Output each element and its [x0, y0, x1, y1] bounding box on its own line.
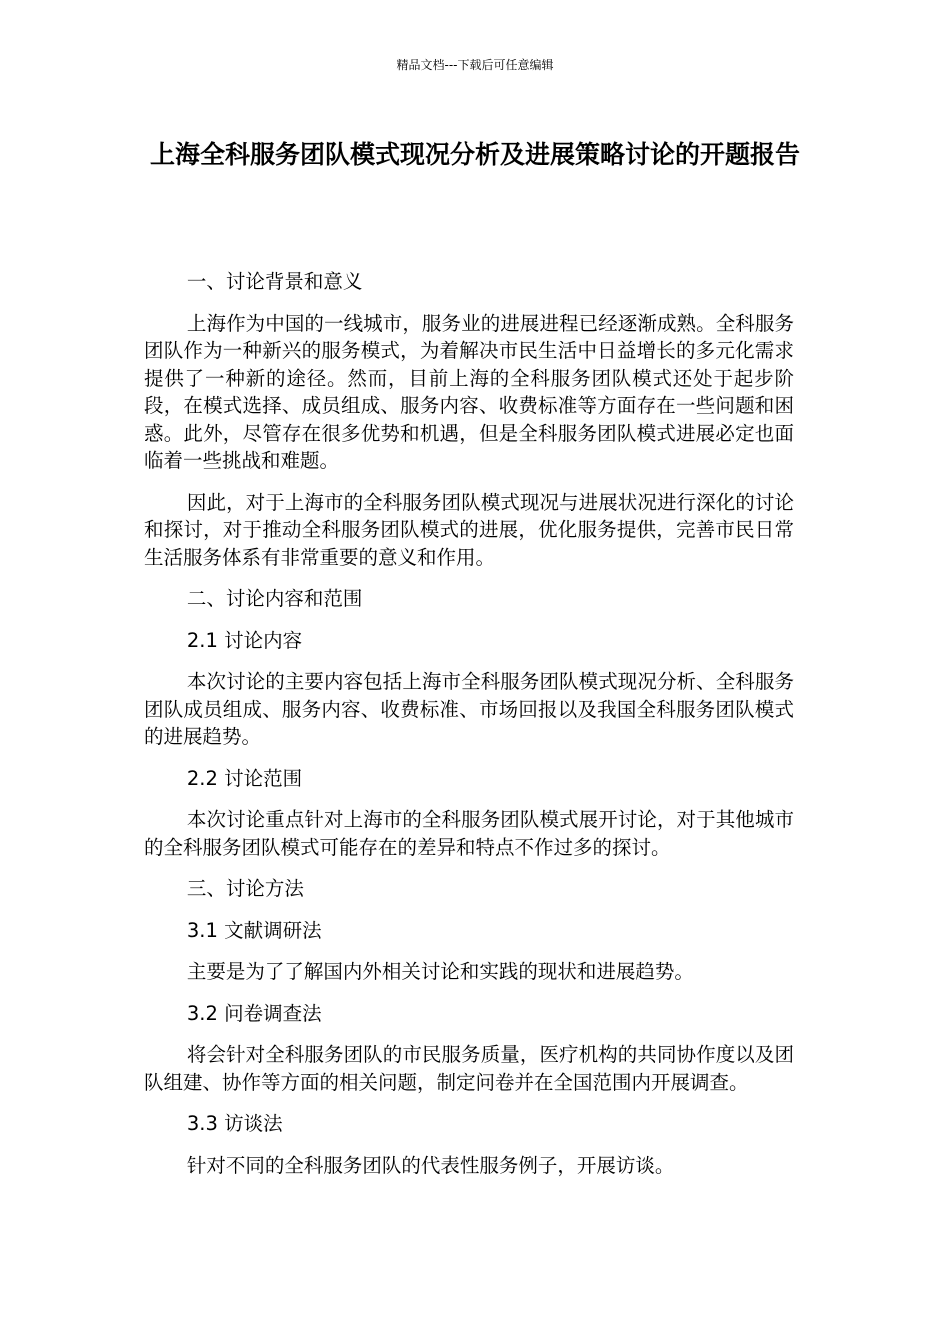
header-note: 精品文档---下载后可任意编辑: [396, 58, 554, 72]
body-paragraph: 将会针对全科服务团队的市民服务质量，医疗机构的共同协作度以及团队组建、协作等方面的相关问题，制定问卷并在全国范围内开展调查。: [144, 1043, 794, 1094]
subsection-heading: 2.1 讨论内容: [186, 628, 303, 652]
section-heading: 三、讨论方法: [186, 877, 304, 900]
section-heading: 一、讨论背景和意义: [186, 270, 363, 293]
subsection-heading: 3.1 文献调研法: [186, 918, 322, 942]
subsection-heading: 2.2 讨论范围: [186, 766, 303, 790]
section-heading: 二、讨论内容和范围: [186, 587, 363, 610]
body-paragraph: 因此，对于上海市的全科服务团队模式现况与进展状况进行深化的讨论和探讨，对于推动全科服务团队模式的进展，优化服务提供，完善市民日常生活服务体系有非常重要的意义和作用。: [144, 490, 794, 569]
document-title: 上海全科服务团队模式现况分析及进展策略讨论的开题报告: [149, 140, 800, 169]
document-body: [144, 268, 794, 1193]
subsection-heading: 3.2 问卷调查法: [186, 1001, 322, 1025]
body-paragraph: 主要是为了了解国内外相关讨论和实践的现状和进展趋势。: [186, 960, 694, 983]
body-paragraph: 针对不同的全科服务团队的代表性服务例子，开展访谈。: [186, 1153, 675, 1177]
subsection-heading: 3.3 访谈法: [186, 1112, 283, 1135]
body-paragraph: 本次讨论重点针对上海市的全科服务团队模式展开讨论，对于其他城市的全科服务团队模式可能存在的差异和特点不作过多的探讨。: [144, 808, 794, 859]
body-paragraph: 上海作为中国的一线城市，服务业的进展进程已经逐渐成熟。全科服务团队作为一种新兴的服务模式，为着解决市民生活中日益增长的多元化需求提供了一种新的途径。然而，目前上海的全科服务团队模式还处于起步阶段，在模式选择、成员组成、服务内容、收费标准等方面存在一些问题和困惑。此外，尽管存在很多优势和机遇，但是全科服务团队模式进展必定也面临着一些挑战和难题。: [144, 311, 794, 472]
body-paragraph: 本次讨论的主要内容包括上海市全科服务团队模式现况分析、全科服务团队成员组成、服务内容、收费标准、市场回报以及我国全科服务团队模式的进展趋势。: [144, 670, 794, 748]
